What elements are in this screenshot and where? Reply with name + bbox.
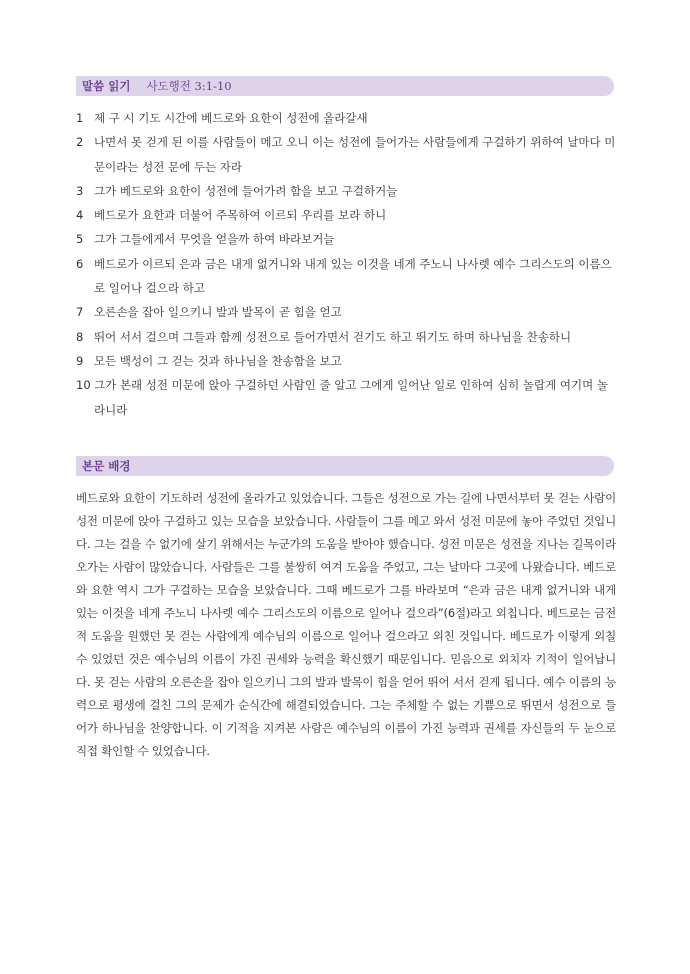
verse-text: 오른손을 잡아 일으키니 발과 발목이 곧 힘을 얻고 (94, 305, 342, 320)
verse-number: 9 (76, 353, 84, 368)
verse-text: 베드로가 이르되 은과 금은 내게 없거니와 내게 있는 이것을 네게 주노니 나사렛 예수 그리스도의 이름으로 일어나 걸으라 하고 (94, 256, 612, 296)
verse-item (76, 227, 616, 251)
background-section-header (76, 456, 614, 476)
verse-number: 10 (76, 378, 91, 393)
verse-text: 모든 백성이 그 걷는 것과 하나님을 찬송함을 보고 (94, 353, 342, 368)
verse-list (76, 106, 616, 422)
verse-number: 4 (76, 208, 84, 223)
verse-text: 그가 베드로와 요한이 성전에 들어가려 함을 보고 구걸하거늘 (94, 183, 398, 198)
verse-item (76, 325, 616, 349)
verse-number: 8 (76, 329, 84, 344)
verse-text: 뛰어 서서 걸으며 그들과 함께 성전으로 들어가면서 걷기도 하고 뛰기도 하며 하나님을 찬송하니 (94, 329, 572, 344)
verse-item (76, 252, 616, 301)
verse-item (76, 203, 616, 227)
verse-item (76, 179, 616, 203)
verse-text: 베드로가 요한과 더불어 주목하여 이르되 우리를 보라 하니 (94, 208, 387, 223)
verse-number: 6 (76, 256, 84, 271)
verse-number: 7 (76, 305, 84, 320)
reading-section-label: 말씀 읽기 (82, 79, 131, 93)
verse-number: 3 (76, 183, 84, 198)
verse-text: 그가 그들에게서 무엇을 얻을까 하여 바라보거늘 (94, 232, 335, 247)
background-paragraph: 베드로와 요한이 기도하러 성전에 올라가고 있었습니다. 그들은 성전으로 가는 길에 나면서부터 못 걷는 사람이 성전 미문에 앉아 구걸하고 있는 모습을 보았습니다. 사람들이 그를 메고 와서 성전 미문에 놓아 주었던 것입니다. 그는 걸을 수 없기에 살기 위해서는 누군가의 도움을 받아야 했습니다. 성전 미문은 성전을 지나는 길목이라 오가는 사람이 많았습니다. 사람들은 그를 불쌍히 여겨 도움을 주었고, 그는 날마다 그곳에 나왔습니다. 베드로와 요한 역시 그가 구걸하는 모습을 보았습니다. 그때 베드로가 그를 바라보며 “은과 금은 내게 없거니와 내게 있는 이것을 네게 주노니 나사렛 예수 그리스도의 이름으로 일어나 걸으라”(6절)라고 외칩니다. 베드로는 금전적 도움을 원했던 못 걷는 사람에게 예수님의 이름으로 일어나 걸으라고 외친 것입니다. 베드로가 이렇게 외칠 수 있었던 것은 예수님의 이름이 가진 권세와 능력을 확신했기 때문입니다. 믿음으로 외치자 기적이 일어납니다. 못 걷는 사람의 오른손을 잡아 일으키니 그의 발과 발목이 힘을 얻어 뛰어 서서 걷게 됩니다. 예수 이름의 능력으로 평생에 걸친 그의 문제가 순식간에 해결되었습니다. 그는 주체할 수 없는 기쁨으로 뛰면서 성전으로 들어가 하나님을 찬양합니다. 이 기적을 지켜본 사람은 예수님의 이름이 가진 능력과 권세를 자신들의 두 눈으로 직접 확인할 수 있었습니다. (76, 491, 616, 758)
verse-number: 2 (76, 135, 84, 150)
verse-item (76, 130, 616, 179)
verse-text: 나면서 못 걷게 된 이를 사람들이 메고 오니 이는 성전에 들어가는 사람들에게 구걸하기 위하여 날마다 미문이라는 성전 문에 두는 자라 (94, 135, 616, 174)
verse-number: 1 (76, 111, 84, 125)
background-section-label: 본문 배경 (82, 459, 131, 473)
verse-text: 그가 본래 성전 미문에 앉아 구걸하던 사람인 줄 알고 그에게 일어난 일로 인하여 심히 놀랍게 여기며 놀라니라 (94, 378, 608, 417)
verse-item (76, 300, 616, 324)
reading-section-header (76, 76, 614, 96)
verse-number: 5 (76, 232, 84, 247)
verse-item (76, 349, 616, 373)
verse-item (76, 373, 616, 422)
verse-text: 제 구 시 기도 시간에 베드로와 요한이 성전에 올라갈새 (94, 111, 368, 125)
verse-item (76, 106, 616, 130)
scripture-reference: 사도행전 3:1-10 (146, 79, 232, 93)
